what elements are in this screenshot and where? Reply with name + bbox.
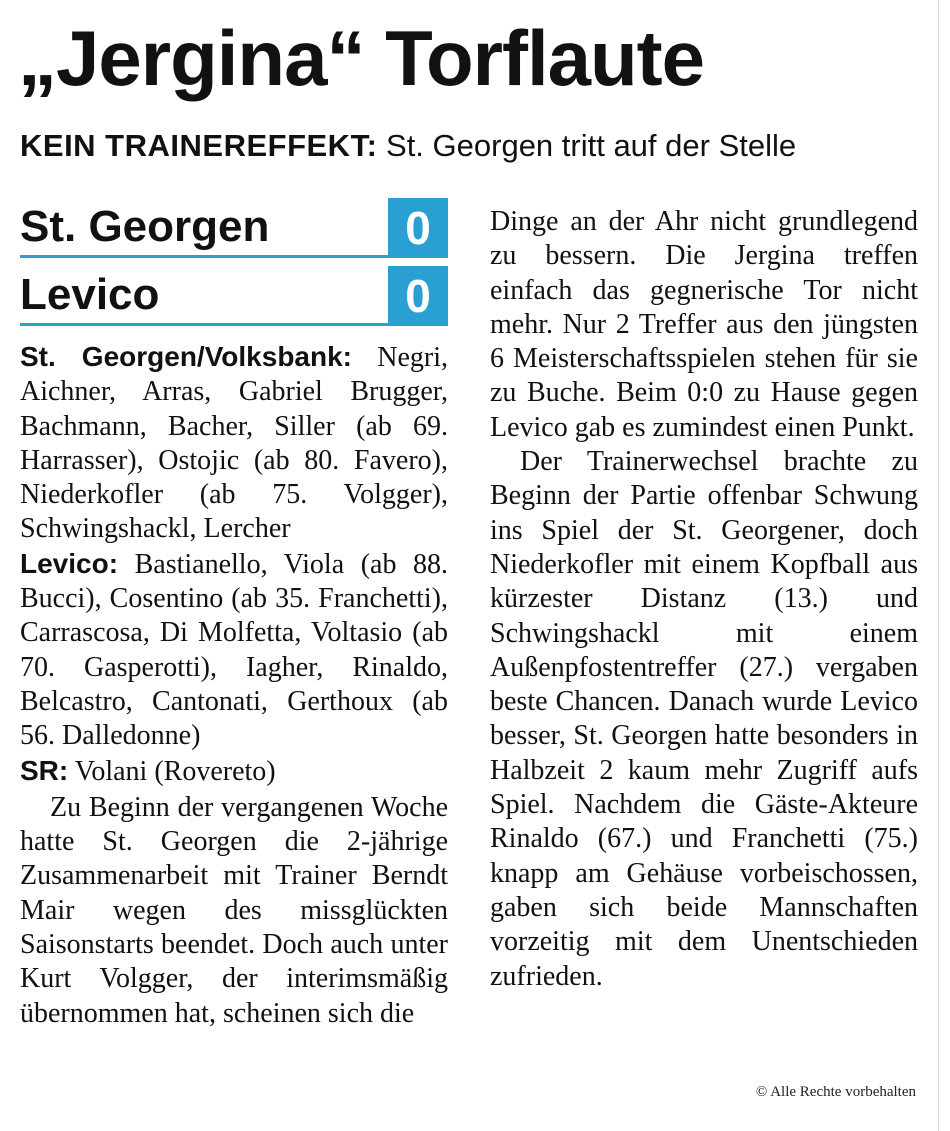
referee-line <box>20 754 448 789</box>
home-lineup <box>20 340 448 547</box>
score-underline <box>20 323 448 326</box>
away-score-box: 0 <box>388 266 448 326</box>
body-paragraph-right-2: Der Trainerwechsel brachte zu Beginn der Partie offenbar Schwung ins Spiel der St. Georgener, doch Niederkofler mit einem Kopfball aus kürzester Distanz (13.) und Schwingshackl mit einem Außenpfostentreffer (27.) vergaben beste Chancen. Danach wurde Levico besser, St. Georgen hatte besonders in Halbzeit 2 kaum mehr Zugriff aufs Spiel. Nachdem die Gäste-Akteure Rinaldo (67.) und Franchetti (75.) knapp am Gehäuse vorbeischossen, gaben sich beide Mannschaften vorzeitig mit dem Unentschieden zufrieden. <box>490 446 918 992</box>
subheadline-kicker: KEIN TRAINEREFFEKT: <box>20 128 378 163</box>
home-lineup-players: Negri, Aichner, Arras, Gabriel Brugger, Bachmann, Bacher, Siller (ab 69. Harrasser), Ostojic (ab 80. Favero), Niederkofler (ab 75. Volgger), Schwingshackl, Lercher <box>20 342 448 545</box>
scoreline-home <box>20 198 448 258</box>
right-column <box>490 205 918 994</box>
body-paragraph-right-1: Dinge an der Ahr nicht grundlegend zu bessern. Die Jergina treffen einfach das gegnerische Tor nicht mehr. Nur 2 Treffer aus den jüngsten 6 Meisterschaftsspielen stehen für sie zu Buche. Beim 0:0 zu Hause gegen Levico gab es zumindest einen Punkt. <box>490 206 918 443</box>
referee-name: Volani (Rovereto) <box>74 755 276 787</box>
scoreline-away <box>20 266 448 326</box>
home-lineup-label: St. Georgen/Volksbank: <box>20 341 352 372</box>
away-lineup-label: Levico: <box>20 547 119 579</box>
away-team-name: Levico <box>20 270 160 319</box>
away-lineup <box>20 547 448 754</box>
copyright-notice: © Alle Rechte vorbehalten <box>755 1084 916 1100</box>
score-underline <box>20 255 448 258</box>
home-team-name: St. Georgen <box>20 202 270 251</box>
subheadline <box>20 124 796 168</box>
away-lineup-players: Bastianello, Viola (ab 88. Bucci), Cosentino (ab 35. Franchetti), Carrascosa, Di Molfetta, Voltasio (ab 70. Gasperotti), Iagher, Rinaldo, Belcastro, Cantonati, Gerthoux (ab 56. Dalledonne) <box>20 548 449 752</box>
headline: „Jergina“ Torflaute <box>18 14 705 102</box>
left-column <box>20 340 448 1031</box>
home-score-box: 0 <box>388 198 448 258</box>
referee-label: SR: <box>20 754 69 786</box>
body-paragraph-left: Zu Beginn der vergangenen Woche hatte St. Georgen die 2-jährige Zusammenarbeit mit Trainer Berndt Mair wegen des missglückten Saisonstarts beendet. Doch auch unter Kurt Volgger, der interimsmäßig übernommen hat, scheinen sich die <box>20 791 448 1029</box>
column-divider <box>938 0 939 1131</box>
subheadline-text: St. Georgen tritt auf der Stelle <box>386 128 797 163</box>
